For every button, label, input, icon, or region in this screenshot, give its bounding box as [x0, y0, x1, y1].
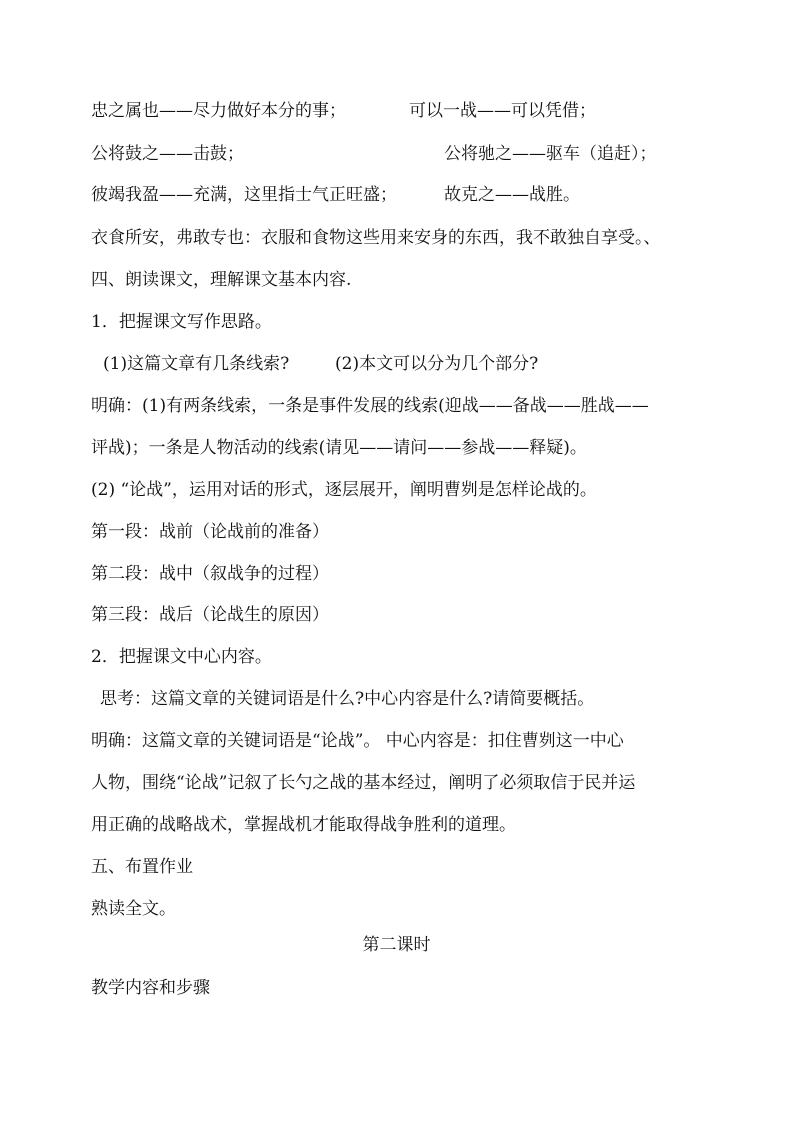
conclusion-line3: 用正确的战略战术，掌握战机才能取得战争胜利的道理。 — [91, 815, 516, 835]
paragraph-3: 第三段：战后（论战生的原因） — [91, 605, 329, 625]
answer1-line2: 评战)；一条是人物活动的线索(请见——请问——参战——释疑)。 — [91, 438, 587, 458]
vocab-row1-left: 忠之属也——尽力做好本分的事； — [91, 101, 346, 121]
lesson2-subtitle: 教学内容和步骤 — [91, 978, 210, 998]
question-2: (2)本文可以分为几个部分? — [335, 354, 539, 374]
answer2: (2) “论战”，运用对话的形式，逐层展开，阐明曹刿是怎样论战的。 — [91, 480, 597, 500]
lesson2-title: 第二课时 — [362, 935, 431, 955]
section4-item2: 2．把握课文中心内容。 — [91, 647, 272, 667]
vocab-row2-left: 公将鼓之——击鼓； — [91, 144, 244, 164]
think-question: 思考：这篇文章的关键词语是什么?中心内容是什么?请简要概括。 — [100, 689, 595, 709]
vocab-row2-right: 公将驰之——驱车（追赶）； — [444, 144, 657, 164]
vocab-row4: 衣食所安，弗敢专也：衣服和食物这些用来安身的东西，我不敢独自享受。、 — [91, 228, 661, 248]
vocab-row1-right: 可以一战——可以凭借； — [409, 101, 596, 121]
paragraph-1: 第一段：战前（论战前的准备） — [91, 522, 329, 542]
question-1: (1)这篇文章有几条线索? — [103, 354, 290, 374]
section4-item1: 1．把握课文写作思路。 — [91, 312, 272, 332]
vocab-row3-left: 彼竭我盈——充满，这里指士气正旺盛； — [91, 185, 397, 205]
answer1-line1: 明确：(1)有两条线索，一条是事件发展的线索(迎战——备战——胜战—— — [91, 396, 649, 416]
section5-heading: 五、布置作业 — [91, 857, 193, 877]
conclusion-line1: 明确：这篇文章的关键词语是“论战”。 中心内容是：扣住曹刿这一中心 — [91, 731, 624, 751]
section4-heading: 四、朗读课文，理解课文基本内容. — [91, 270, 352, 290]
section5-task: 熟读全文。 — [91, 899, 176, 919]
conclusion-line2: 人物，围绕“论战”记叙了长勺之战的基本经过，阐明了必须取信于民并运 — [91, 773, 636, 793]
paragraph-2: 第二段：战中（叙战争的过程） — [91, 564, 329, 584]
vocab-row3-right: 故克之——战胜。 — [444, 185, 580, 205]
